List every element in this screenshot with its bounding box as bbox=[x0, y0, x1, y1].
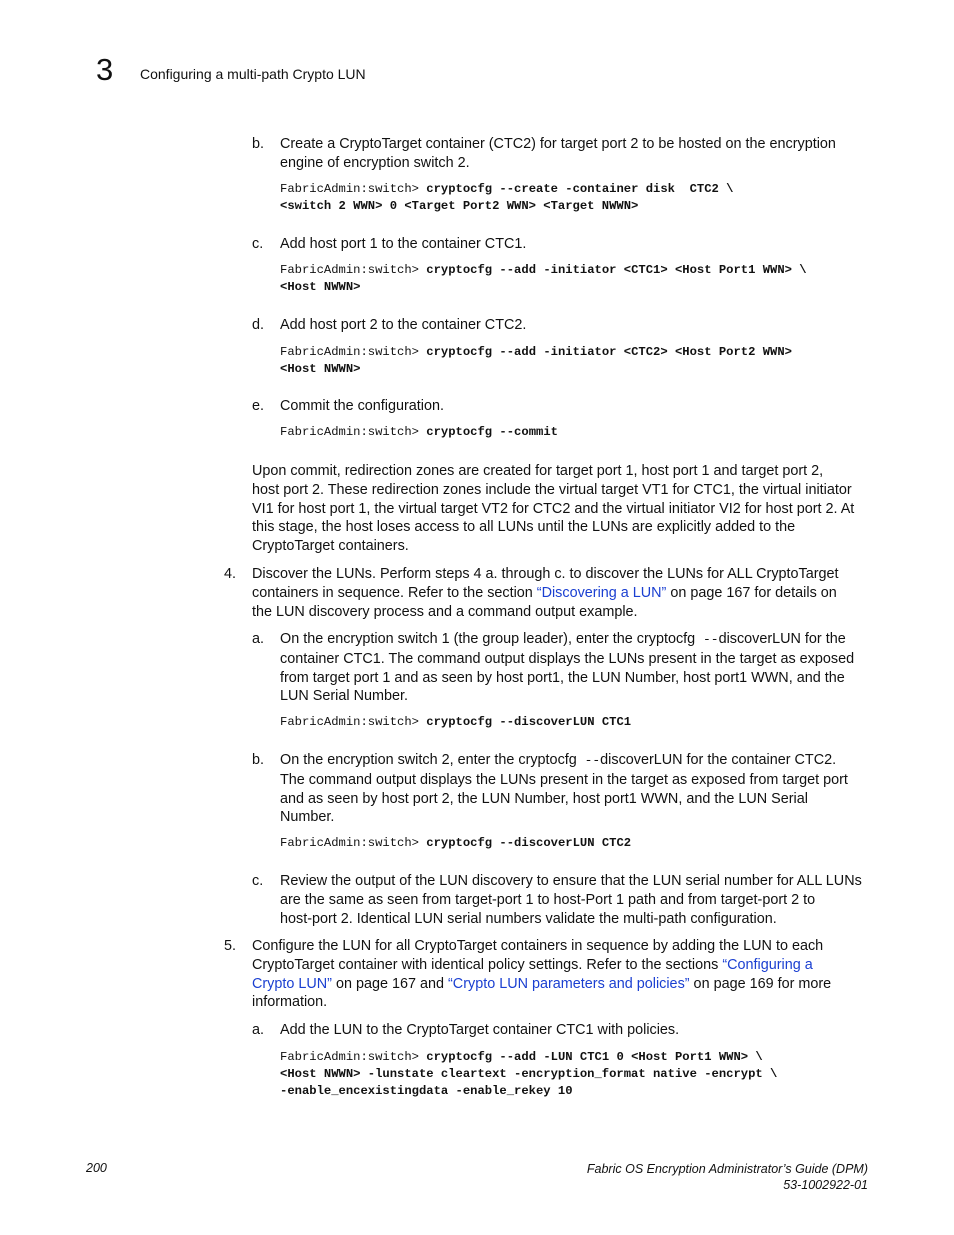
step-4-text: Discover the LUNs. Perform steps 4 a. through c. to discover the LUNs for ALL CryptoTarget containers in sequence. Refer to the section “Discovering a LUN” on page 167 for details on the LUN discovery process and a command output example. bbox=[252, 566, 839, 620]
list-marker-4a: a. bbox=[252, 631, 265, 647]
list-marker-4c: c. bbox=[252, 873, 264, 889]
step-c-text: Add host port 1 to the container CTC1. bbox=[280, 236, 527, 252]
code-block-4b: FabricAdmin:switch> cryptocfg --discoverLUN CTC2 bbox=[280, 836, 632, 850]
inline-command: cryptocfg bbox=[636, 631, 696, 647]
list-marker-d: d. bbox=[252, 317, 265, 333]
page-number: 200 bbox=[86, 1161, 107, 1175]
code-block-5a: FabricAdmin:switch> cryptocfg --add -LUN CTC1 0 <Host Port1 WWN> \ <Host NWWN> -lunstate cleartext -encryption_format native -encrypt \ -enable_encexistingdata -enable_rekey 10 bbox=[280, 1050, 778, 1098]
list-marker-e: e. bbox=[252, 398, 265, 414]
list-marker-4: 4. bbox=[224, 566, 237, 582]
code-prompt: FabricAdmin:switch> bbox=[280, 182, 419, 196]
inline-command: discoverLUN bbox=[718, 631, 801, 647]
footer-doc-info bbox=[587, 1161, 868, 1193]
inline-command: discoverLUN bbox=[600, 752, 683, 768]
inline-command: cryptocfg bbox=[518, 752, 577, 768]
list-marker-c: c. bbox=[252, 236, 264, 252]
list-marker-4b: b. bbox=[252, 752, 265, 768]
link-configuring-a-crypto-lun-cont[interactable]: Crypto LUN” bbox=[252, 975, 332, 992]
commit-paragraph: Upon commit, redirection zones are created for target port 1, host port 1 and target port 2, host port 2. These redirection zones include the virtual target VT1 for CTC1, the virtual initiator VI1 for host port 1, the virtual target VT2 for CTC2 and the virtual initiator VI2 for host port 2. At this stage, the host loses access to all LUNs until the LUNs are explicitly added to the CryptoTarget containers. bbox=[252, 463, 855, 555]
code-block-e: FabricAdmin:switch> cryptocfg --commit bbox=[280, 425, 558, 439]
link-discovering-a-lun[interactable]: “Discovering a LUN” bbox=[536, 584, 667, 601]
doc-title: Fabric OS Encryption Administrator’s Guide (DPM) bbox=[586, 1162, 868, 1176]
list-marker-5a: a. bbox=[252, 1022, 265, 1038]
link-crypto-lun-parameters[interactable]: “Crypto LUN parameters and policies” bbox=[448, 975, 690, 992]
step-4b-text: On the encryption switch 2, enter the cryptocfg --discoverLUN for the container CTC2. The command output displays the LUNs present in the target as exposed from target port and as seen by host port 2, the LUN Number, host port1 WWN, and the LUN Serial Number. bbox=[280, 752, 848, 826]
code-block-4a: FabricAdmin:switch> cryptocfg --discoverLUN CTC1 bbox=[280, 715, 632, 729]
step-e-text: Commit the configuration. bbox=[280, 398, 444, 414]
step-5-text: Configure the LUN for all CryptoTarget containers in sequence by adding the LUN to each CryptoTarget container with identical policy settings. Refer to the sections “Configuring a Crypto LUN” on page 167 and “Crypto LUN parameters and policies” on page 169 for more information. bbox=[252, 938, 832, 1011]
step-4a-text: On the encryption switch 1 (the group leader), enter the cryptocfg --discoverLUN for the container CTC1. The command output displays the LUNs present in the target as exposed from target port 1 and as seen by host port1, the LUN Number, host port1 WWN, and the LUN Serial Number. bbox=[280, 631, 855, 705]
code-block-c: FabricAdmin:switch> cryptocfg --add -initiator <CTC1> <Host Port1 WWN> \ <Host NWWN> bbox=[280, 263, 807, 294]
chapter-number: 3 bbox=[96, 52, 114, 87]
doc-number: 53-1002922-01 bbox=[783, 1178, 868, 1192]
list-marker-b: b. bbox=[252, 136, 265, 152]
code-block-d: FabricAdmin:switch> cryptocfg --add -initiator <CTC2> <Host Port2 WWN> <Host NWWN> bbox=[280, 345, 792, 376]
step-5a-text: Add the LUN to the CryptoTarget container CTC1 with policies. bbox=[280, 1022, 680, 1038]
step-4c-text: Review the output of the LUN discovery to ensure that the LUN serial number for ALL LUNs are the same as seen from target-port 1 to host-Port 1 path and from target-port 2 to host-port 2. Identical LUN serial numbers validate the multi-path configuration. bbox=[280, 873, 862, 927]
step-b-text: Create a CryptoTarget container (CTC2) for target port 2 to be hosted on the encryption engine of encryption switch 2. bbox=[280, 136, 836, 171]
list-marker-5: 5. bbox=[224, 938, 237, 954]
code-block-b: FabricAdmin:switch> cryptocfg --create -container disk CTC2 \ <switch 2 WWN> 0 <Target Port2 WWN> <Target NWWN> bbox=[280, 182, 734, 213]
link-configuring-a-crypto-lun[interactable]: “Configuring a bbox=[722, 956, 813, 973]
step-d-text: Add host port 2 to the container CTC2. bbox=[280, 317, 527, 333]
running-header-title: Configuring a multi-path Crypto LUN bbox=[140, 66, 366, 82]
